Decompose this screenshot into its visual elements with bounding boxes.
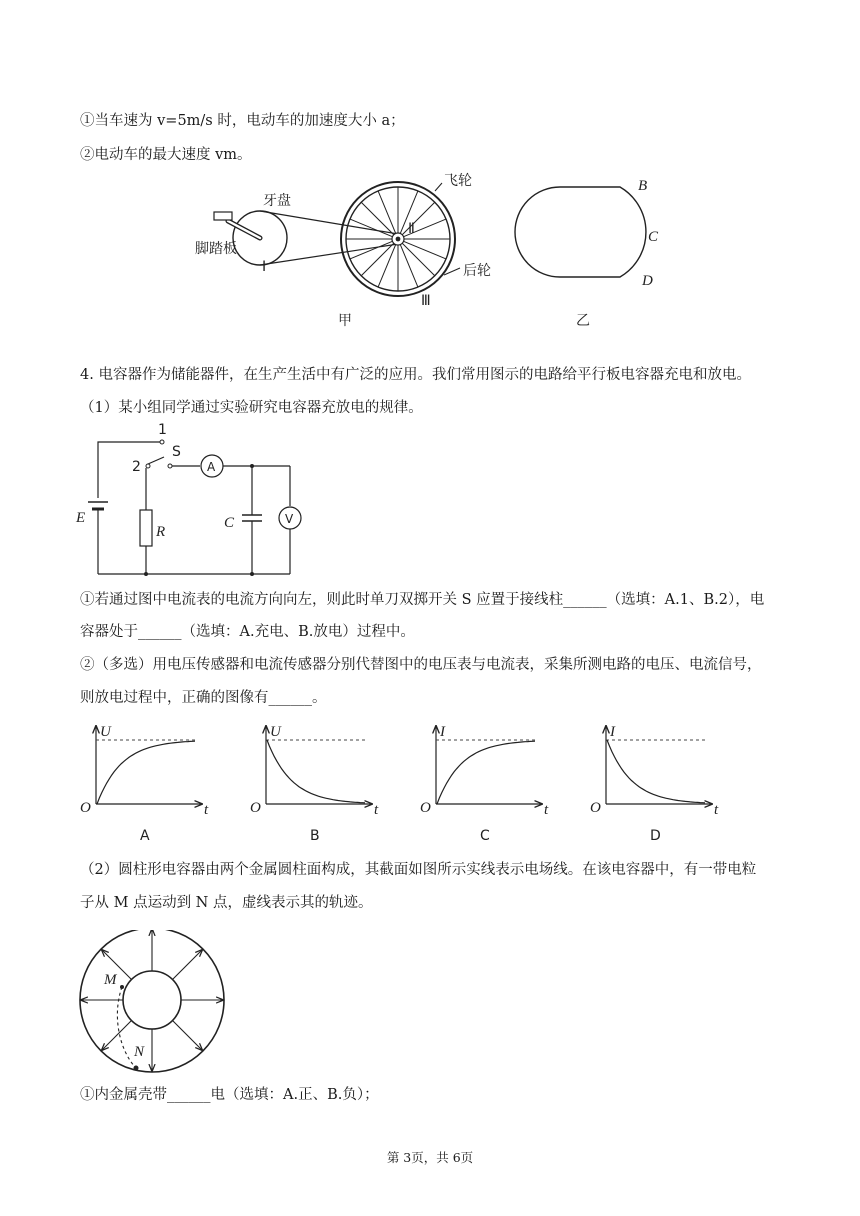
- graph-caption: D: [650, 828, 661, 844]
- question-4-part2-line2: 子从 M 点运动到 N 点，虚线表示其的轨迹。: [80, 895, 373, 911]
- graph-origin: O: [590, 800, 601, 816]
- question-4-2-a: ①内金属壳带______电（选填：A.正、B.负）；: [80, 1087, 379, 1103]
- label-pedal: 脚踏板: [195, 241, 237, 257]
- graph-origin: O: [250, 800, 261, 816]
- graph-C: [420, 724, 549, 844]
- graph-xlabel: t: [204, 802, 209, 818]
- graph-curve: [267, 740, 365, 803]
- graph-A: [80, 724, 209, 844]
- graph-caption: B: [310, 828, 320, 844]
- resistor-label: R: [156, 524, 166, 540]
- switch-label: S: [172, 444, 181, 460]
- voltmeter-label: V: [285, 512, 294, 526]
- label-I: I: [262, 259, 267, 275]
- terminal-1-label: 1: [158, 422, 167, 438]
- field-line: [102, 1021, 132, 1051]
- graph-curve: [437, 741, 535, 804]
- page-footer: 第 3页，共 6页: [386, 1150, 474, 1165]
- emf-label: E: [76, 510, 86, 526]
- question-speed-5: ①当车速为 v=5m/s 时，电动车的加速度大小 a；: [80, 113, 405, 129]
- cylindrical-capacitor-figure: [74, 930, 234, 1080]
- question-4-1-b-line1: ②（多选）用电压传感器和电流传感器分别代替图中的电压表与电流表，采集所测电路的电压、电流信号，: [80, 657, 762, 673]
- question-4-1-a-line1: ①若通过图中电流表的电流方向向左，则此时单刀双掷开关 S 应置于接线柱______（选填：A.1、B.2），电: [80, 592, 765, 608]
- caption-jia: 甲: [338, 313, 352, 329]
- graph-ylabel: U: [100, 724, 111, 740]
- question-4-part1: （1）某小组同学通过实验研究电容器充放电的规律。: [80, 400, 423, 416]
- label-N: N: [134, 1044, 145, 1060]
- graph-D: [590, 724, 719, 844]
- circuit-diagram: [72, 420, 312, 585]
- graph-options: [72, 712, 732, 852]
- field-line: [173, 950, 203, 980]
- graph-caption: A: [140, 828, 150, 844]
- graph-curve: [607, 740, 705, 803]
- question-max-speed: ②电动车的最大速度 vm。: [80, 147, 252, 163]
- ammeter-label: A: [207, 460, 216, 474]
- question-4-intro: 4. 电容器作为储能器件，在生产生活中有广泛的应用。我们常用图示的电路给平行板电容器充电和放电。: [80, 367, 751, 383]
- caption-yi: 乙: [576, 313, 590, 329]
- field-line: [173, 1021, 203, 1051]
- question-4-1-a-line2: 容器处于______（选填：A.充电、B.放电）过程中。: [80, 624, 415, 640]
- graph-xlabel: t: [374, 802, 379, 818]
- graph-ylabel: I: [440, 724, 445, 740]
- label-rearwheel: 后轮: [463, 263, 491, 279]
- question-4-part2-line1: （2）圆柱形电容器由两个金属圆柱面构成，其截面如图所示实线表示电场线。在该电容器中，有一带电粒: [80, 862, 757, 878]
- terminal-2-label: 2: [132, 459, 141, 475]
- graph-xlabel: t: [714, 802, 719, 818]
- bike-drivetrain-figure: [180, 165, 680, 330]
- label-flywheel: 飞轮: [444, 173, 472, 189]
- graph-ylabel: I: [610, 724, 615, 740]
- question-4-1-b-line2: 则放电过程中，正确的图像有______。: [80, 690, 327, 706]
- graph-caption: C: [480, 828, 490, 844]
- label-B: B: [638, 178, 648, 194]
- label-M: M: [104, 972, 117, 988]
- capacitor-label: C: [224, 515, 235, 531]
- label-chainring: 牙盘: [263, 193, 291, 209]
- graph-origin: O: [420, 800, 431, 816]
- track-shape: [515, 187, 646, 277]
- graph-curve: [97, 741, 195, 804]
- graph-ylabel: U: [270, 724, 281, 740]
- graph-xlabel: t: [544, 802, 549, 818]
- label-D: D: [642, 273, 653, 289]
- graph-origin: O: [80, 800, 91, 816]
- graph-B: [250, 724, 379, 844]
- label-III: Ⅲ: [421, 293, 431, 309]
- label-C: C: [648, 229, 659, 245]
- label-II: Ⅱ: [408, 221, 415, 237]
